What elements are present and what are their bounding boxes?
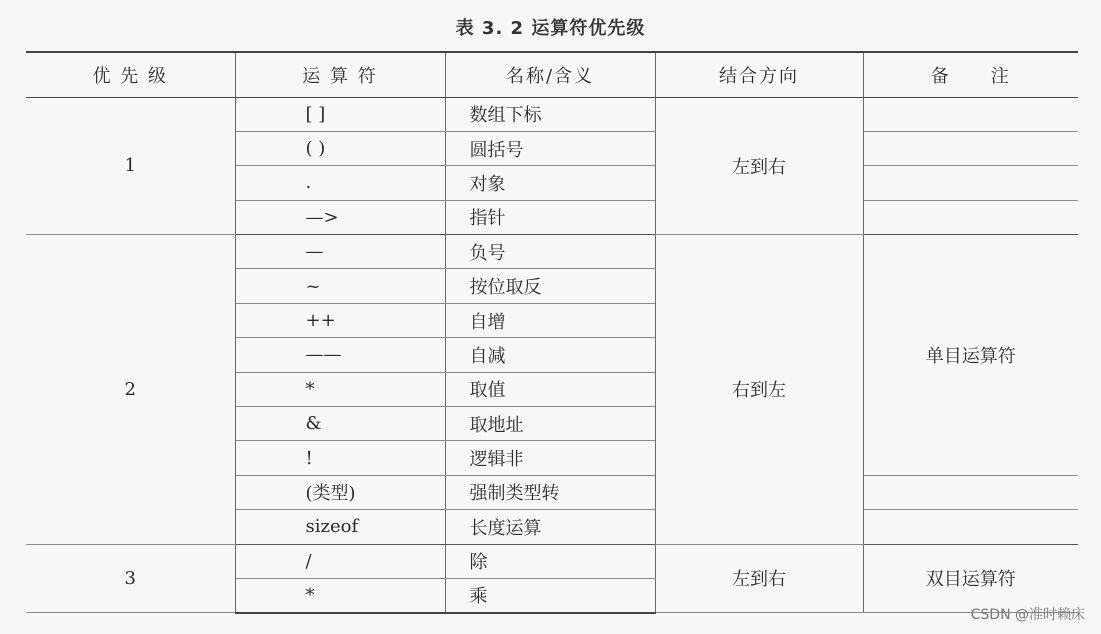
header-note: 备 注 <box>863 52 1078 97</box>
name-cell: 指针 <box>445 200 655 234</box>
name-cell: 对象 <box>445 166 655 200</box>
operator-cell: ( ) <box>235 131 445 165</box>
operator-cell: / <box>235 544 445 578</box>
name-cell: 自减 <box>445 338 655 372</box>
header-operator: 运 算 符 <box>235 52 445 97</box>
name-cell: 按位取反 <box>445 269 655 303</box>
note-cell <box>863 97 1078 131</box>
header-direction: 结合方向 <box>655 52 863 97</box>
note-cell <box>863 510 1078 544</box>
operator-cell: — <box>235 235 445 269</box>
direction-cell: 左到右 <box>655 97 863 235</box>
name-cell: 乘 <box>445 578 655 612</box>
operator-cell: (类型) <box>235 475 445 509</box>
operator-cell: & <box>235 407 445 441</box>
note-cell <box>863 475 1078 509</box>
note-cell <box>863 166 1078 200</box>
operator-cell: —> <box>235 200 445 234</box>
name-cell: 负号 <box>445 235 655 269</box>
direction-cell: 右到左 <box>655 235 863 545</box>
name-cell: 强制类型转 <box>445 475 655 509</box>
table-title: 表 3. 2 运算符优先级 <box>455 18 646 39</box>
name-cell: 数组下标 <box>445 97 655 131</box>
operator-cell: * <box>235 578 445 612</box>
table-header-row <box>26 52 1078 97</box>
note-cell: 双目运算符 <box>863 544 1078 613</box>
name-cell: 圆括号 <box>445 131 655 165</box>
name-cell: 取地址 <box>445 407 655 441</box>
name-cell: 长度运算 <box>445 510 655 544</box>
operator-cell: ! <box>235 441 445 475</box>
table-row <box>26 235 1078 269</box>
name-cell: 取值 <box>445 372 655 406</box>
operator-cell: [ ] <box>235 97 445 131</box>
operator-cell: ++ <box>235 303 445 337</box>
priority-cell: 2 <box>26 235 235 545</box>
direction-cell: 左到右 <box>655 544 863 613</box>
operator-cell: sizeof <box>235 510 445 544</box>
note-cell: 单目运算符 <box>863 235 1078 476</box>
priority-cell: 1 <box>26 97 235 235</box>
priority-cell: 3 <box>26 544 235 613</box>
operator-precedence-table <box>26 51 1078 614</box>
operator-cell: —— <box>235 338 445 372</box>
operator-cell: ~ <box>235 269 445 303</box>
name-cell: 逻辑非 <box>445 441 655 475</box>
name-cell: 除 <box>445 544 655 578</box>
operator-cell: . <box>235 166 445 200</box>
table-row <box>26 97 1078 131</box>
note-cell <box>863 200 1078 234</box>
note-cell <box>863 131 1078 165</box>
header-name: 名称/含义 <box>445 52 655 97</box>
name-cell: 自增 <box>445 303 655 337</box>
operator-cell: * <box>235 372 445 406</box>
csdn-watermark: CSDN @准时赖床 <box>970 607 1085 623</box>
table-row <box>26 544 1078 578</box>
header-priority: 优 先 级 <box>26 52 235 97</box>
